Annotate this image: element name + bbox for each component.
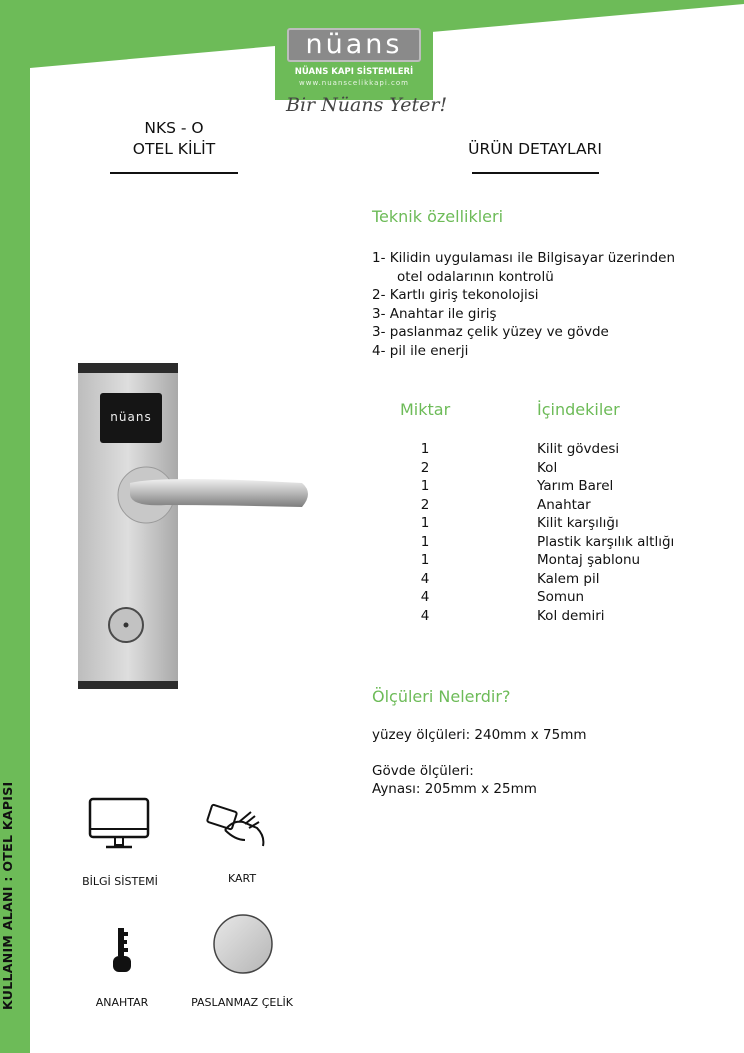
key-icon [110, 926, 134, 974]
item-cell: Kilit gövdesi [537, 441, 620, 457]
steel-circle-icon [212, 913, 274, 975]
logo-company: NÜANS KAPI SİSTEMLERİ [294, 67, 414, 77]
qty-cell: 2 [420, 459, 430, 476]
card-hand-icon [205, 800, 267, 848]
qty-cell: 4 [420, 607, 430, 624]
qty-cell: 1 [420, 441, 430, 457]
qty-cell: 1 [420, 478, 430, 494]
item-cell: Somun [537, 589, 585, 605]
item-header: İçindekiler [537, 400, 620, 419]
tech-item: 3- Anahtar ile giriş [372, 305, 497, 322]
logo-wordmark-box [287, 28, 421, 62]
tech-item: 2- Kartlı giriş tekonolojisi [372, 287, 539, 303]
body-dimensions-label: Gövde ölçüleri: [372, 763, 474, 779]
item-cell: Kol [537, 459, 558, 476]
qty-cell: 1 [420, 533, 430, 550]
item-cell: Montaj şablonu [537, 552, 641, 568]
tech-item: 4- pil ile enerji [372, 342, 469, 359]
tech-item: 3- paslanmaz çelik yüzey ve gövde [372, 324, 609, 340]
contents-qty-column [410, 440, 440, 625]
item-cell: Kilit karşılığı [537, 515, 619, 531]
logo-website: www.nuanscelikkapi.com [299, 79, 409, 87]
dimensions-heading: Ölçüleri Nelerdir? [372, 687, 511, 706]
feature-label-info-system: BİLGİ SİSTEMİ [82, 875, 158, 888]
monitor-icon [88, 797, 152, 853]
qty-cell: 1 [420, 552, 430, 568]
body-dimensions-value: Aynası: 205mm x 25mm [372, 781, 537, 797]
contents-item-column [537, 440, 674, 625]
brand-slogan: Bir Nüans Yeter! [286, 94, 448, 116]
qty-cell: 4 [420, 570, 430, 587]
surface-dimensions: yüzey ölçüleri: 240mm x 75mm [372, 727, 587, 743]
item-cell: Anahtar [537, 496, 591, 513]
item-cell: Yarım Barel [537, 478, 614, 494]
lock-image [70, 355, 320, 700]
details-heading-underline [472, 172, 599, 174]
qty-cell: 4 [420, 589, 430, 605]
details-heading: ÜRÜN DETAYLARI [468, 140, 602, 158]
tech-item: 1- Kilidin uygulaması ile Bilgisayar üzerinden [372, 250, 676, 266]
feature-label-card: KART [227, 872, 257, 885]
item-cell: Kalem pil [537, 570, 600, 587]
tech-list [372, 249, 675, 360]
qty-header: Miktar [400, 400, 451, 419]
qty-cell: 2 [420, 496, 430, 513]
lock-badge: nüans [110, 410, 152, 424]
product-title-underline [110, 172, 238, 174]
tech-item: otel odalarının kontrolü [397, 268, 554, 285]
feature-label-key: ANAHTAR [95, 996, 149, 1009]
tech-heading: Teknik özellikleri [372, 207, 504, 226]
brand-logo [275, 22, 433, 100]
item-cell: Kol demiri [537, 607, 605, 624]
product-name: OTEL KİLİT [132, 140, 216, 158]
logo-wordmark: nüans [305, 29, 403, 60]
product-code: NKS - O [144, 119, 204, 137]
sidebar-usage-label: KULLANIM ALANI : OTEL KAPISI [0, 781, 15, 1010]
qty-cell: 1 [420, 515, 430, 531]
item-cell: Plastik karşılık altlığı [537, 533, 675, 550]
feature-label-stainless: PASLANMAZ ÇELİK [191, 996, 293, 1009]
